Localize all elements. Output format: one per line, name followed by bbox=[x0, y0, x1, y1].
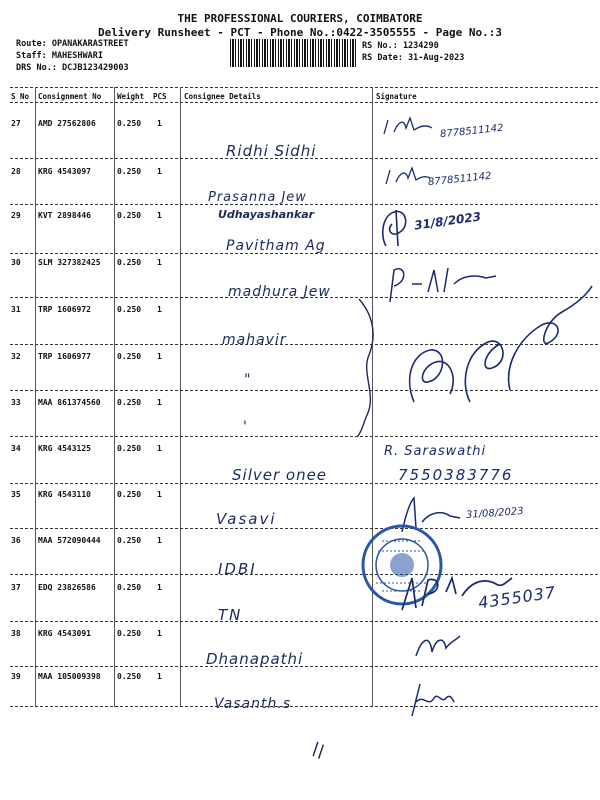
rs-date: RS Date: 31-Aug-2023 bbox=[362, 53, 465, 63]
row-weight: 0.250 bbox=[117, 352, 142, 361]
row-sno: 28 bbox=[11, 167, 21, 176]
drs-label: DRS No.: DCJB123429003 bbox=[16, 63, 129, 73]
row-weight: 0.250 bbox=[117, 398, 142, 407]
row-weight: 0.250 bbox=[117, 258, 142, 267]
table-top-border bbox=[10, 87, 598, 88]
handwritten-ditto: " bbox=[244, 372, 251, 388]
row-pcs: 1 bbox=[157, 167, 162, 176]
col-header-weight: Weight bbox=[117, 92, 145, 101]
handwritten-consignee: madhura Jew bbox=[228, 284, 331, 300]
row-sno: 36 bbox=[11, 536, 21, 545]
handwritten-consignee: Udhayashankar bbox=[218, 208, 315, 221]
handwritten-consignee: Vasanth.s bbox=[214, 696, 292, 712]
header-bottom-border bbox=[10, 102, 598, 103]
row-sno: 38 bbox=[11, 629, 21, 638]
row-pcs: 1 bbox=[157, 352, 162, 361]
row-consignment: SLM 327382425 bbox=[38, 258, 101, 267]
row-pcs: 1 bbox=[157, 119, 162, 128]
footer-mark: \\ bbox=[308, 738, 329, 763]
row-consignment: MAA 861374560 bbox=[38, 398, 101, 407]
col-header-signature: Signature bbox=[376, 92, 417, 101]
row-weight: 0.250 bbox=[117, 444, 142, 453]
row-pcs: 1 bbox=[157, 490, 162, 499]
signature-scribble bbox=[400, 282, 596, 422]
row-consignment: KRG 4543097 bbox=[38, 167, 91, 176]
row-pcs: 1 bbox=[157, 398, 162, 407]
row-sno: 31 bbox=[11, 305, 21, 314]
col-header-consignee: Consignee Details bbox=[184, 92, 261, 101]
handwritten-ditto: ' bbox=[243, 419, 247, 435]
signature-phone: 7550383776 bbox=[398, 466, 514, 484]
handwritten-consignee: IDBI bbox=[218, 560, 257, 578]
page-title: THE PROFESSIONAL COURIERS, COIMBATORE bbox=[177, 12, 423, 25]
signature-scribble bbox=[382, 164, 432, 190]
route-label: Route: OPANAKARASTREET bbox=[16, 39, 129, 49]
row-divider bbox=[10, 621, 598, 622]
row-consignment: MAA 105009398 bbox=[38, 672, 101, 681]
row-sno: 32 bbox=[11, 352, 21, 361]
barcode bbox=[230, 39, 358, 67]
staff-label: Staff: MAHESHWARI bbox=[16, 51, 103, 61]
signature-phone: 8778511142 bbox=[439, 122, 505, 141]
row-weight: 0.250 bbox=[117, 167, 142, 176]
row-pcs: 1 bbox=[157, 211, 162, 220]
row-weight: 0.250 bbox=[117, 583, 142, 592]
row-pcs: 1 bbox=[157, 672, 162, 681]
row-consignment: TRP 1606977 bbox=[38, 352, 91, 361]
row-weight: 0.250 bbox=[117, 536, 142, 545]
row-weight: 0.250 bbox=[117, 672, 142, 681]
row-pcs: 1 bbox=[157, 583, 162, 592]
row-weight: 0.250 bbox=[117, 211, 142, 220]
column-divider bbox=[180, 87, 181, 707]
row-consignment: KRG 4543125 bbox=[38, 444, 91, 453]
row-pcs: 1 bbox=[157, 536, 162, 545]
handwritten-consignee: Ridhi Sidhi bbox=[226, 142, 317, 160]
signature-scribble bbox=[380, 112, 440, 142]
signature-scribble bbox=[376, 206, 418, 250]
row-sno: 33 bbox=[11, 398, 21, 407]
column-divider bbox=[35, 87, 36, 707]
row-sno: 27 bbox=[11, 119, 21, 128]
row-pcs: 1 bbox=[157, 444, 162, 453]
handwritten-consignee: Prasanna Jew bbox=[208, 190, 307, 205]
row-consignment: KRG 4543091 bbox=[38, 629, 91, 638]
row-consignment: MAA 572090444 bbox=[38, 536, 101, 545]
row-sno: 30 bbox=[11, 258, 21, 267]
row-weight: 0.250 bbox=[117, 490, 142, 499]
handwritten-consignee: Dhanapathi bbox=[206, 650, 304, 668]
handwritten-consignee: TN bbox=[218, 606, 243, 624]
signature-scribble bbox=[406, 680, 456, 720]
row-weight: 0.250 bbox=[117, 305, 142, 314]
row-divider bbox=[10, 528, 598, 529]
row-pcs: 1 bbox=[157, 305, 162, 314]
row-pcs: 1 bbox=[157, 629, 162, 638]
page-subtitle: Delivery Runsheet - PCT - Phone No.:0422-3505555 - Page No.:3 bbox=[98, 26, 502, 39]
signature-name: R. Saraswathi bbox=[384, 444, 487, 459]
handwritten-consignee: mahavir bbox=[222, 332, 287, 348]
row-divider bbox=[10, 666, 598, 667]
row-consignment: KVT 2898446 bbox=[38, 211, 91, 220]
bracket-mark bbox=[355, 295, 385, 440]
row-consignment: EDQ 23826586 bbox=[38, 583, 96, 592]
handwritten-consignee: Silver onee bbox=[232, 466, 328, 484]
row-consignment: AMD 27562806 bbox=[38, 119, 96, 128]
col-header-sno: S No bbox=[11, 92, 30, 101]
signature-date: 31/8/2023 bbox=[413, 209, 482, 233]
row-pcs: 1 bbox=[157, 258, 162, 267]
rs-number: RS No.: 1234290 bbox=[362, 41, 439, 51]
signature-number: 4355037 bbox=[477, 582, 558, 613]
col-header-consignment: Consignment No bbox=[38, 92, 102, 101]
signature-date: 31/08/2023 bbox=[465, 506, 524, 521]
handwritten-consignee: Vasavi bbox=[216, 510, 277, 528]
row-divider bbox=[10, 706, 598, 707]
row-weight: 0.250 bbox=[117, 119, 142, 128]
row-sno: 39 bbox=[11, 672, 21, 681]
signature-phone: 8778511142 bbox=[427, 170, 493, 189]
row-sno: 37 bbox=[11, 583, 21, 592]
handwritten-consignee: Pavitham Ag bbox=[226, 238, 326, 254]
row-sno: 34 bbox=[11, 444, 21, 453]
row-consignment: KRG 4543110 bbox=[38, 490, 91, 499]
row-divider bbox=[10, 436, 598, 437]
row-sno: 35 bbox=[11, 490, 21, 499]
row-consignment: TRP 1606972 bbox=[38, 305, 91, 314]
signature-scribble bbox=[412, 628, 462, 662]
row-sno: 29 bbox=[11, 211, 21, 220]
col-header-pcs: PCS bbox=[153, 92, 167, 101]
column-divider bbox=[114, 87, 115, 707]
row-weight: 0.250 bbox=[117, 629, 142, 638]
